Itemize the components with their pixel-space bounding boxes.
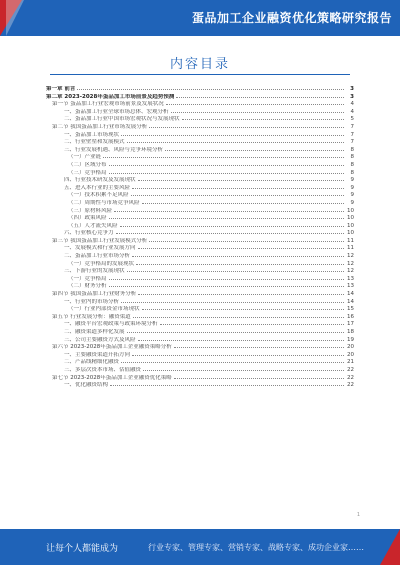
toc-entry[interactable] <box>46 319 354 327</box>
toc-entry-title: 第二节 我国蛋品加工行业市场发展分析 <box>52 123 148 130</box>
toc-entry[interactable] <box>46 228 354 236</box>
toc-entry[interactable] <box>46 198 354 206</box>
toc-leader-dots <box>149 236 344 242</box>
toc-entry-page: 21 <box>347 359 354 366</box>
toc-entry-title: 六、行业核心竞争力 <box>64 230 114 237</box>
toc-leader-dots <box>109 160 344 166</box>
toc-entry-title: （三）原材料风险 <box>68 207 113 214</box>
toc-entry[interactable] <box>46 365 354 373</box>
toc-entry[interactable] <box>46 259 354 267</box>
toc-entry[interactable] <box>46 380 354 388</box>
toc-entry[interactable] <box>46 342 354 350</box>
toc-entry-title: 一、行业内的市场分析 <box>64 298 120 305</box>
toc-entry-page: 7 <box>350 139 354 146</box>
toc-entry-title: 第六节 2023-2028年蛋品加工企业融资策略分析 <box>52 344 172 351</box>
toc-leader-dots <box>149 122 344 128</box>
toc-entry-page: 10 <box>347 207 354 214</box>
toc-entry[interactable] <box>46 327 354 335</box>
toc-entry-page: 14 <box>347 291 354 298</box>
toc-entry[interactable] <box>46 160 354 168</box>
toc-entry-title: 第一节 蛋品加工行业宏观市场前景及发展状况 <box>52 101 164 108</box>
toc-entry-page: 7 <box>350 131 354 138</box>
toc-entry-page: 13 <box>347 283 354 290</box>
toc-entry-page: 7 <box>350 123 354 130</box>
toc-leader-dots <box>171 107 344 113</box>
toc-entry-title: 三、公司主要融资方式及风险 <box>64 336 136 343</box>
toc-entry-title: （一）行业内部资金市场现状 <box>68 306 140 313</box>
toc-entry-page: 10 <box>347 215 354 222</box>
toc-leader-dots <box>109 168 344 174</box>
toc-entry[interactable] <box>46 145 354 153</box>
toc-entry-title: 三、下游行业的发展现状 <box>64 268 125 275</box>
toc-leader-dots <box>138 175 344 181</box>
toc-leader-dots <box>132 183 344 189</box>
toc-entry-page: 22 <box>347 374 354 381</box>
toc-entry-page: 13 <box>347 275 354 282</box>
toc-entry-page: 14 <box>347 298 354 305</box>
toc-entry[interactable] <box>46 266 354 274</box>
toc-entry[interactable] <box>46 213 354 221</box>
footer-red-accent <box>380 529 400 565</box>
toc-entry[interactable] <box>46 168 354 176</box>
toc-entry[interactable] <box>46 304 354 312</box>
toc-entry-title: （一）产业链 <box>68 154 102 161</box>
toc-entry-title: 第三节 我国蛋品加工行业发展模式分析 <box>52 237 148 244</box>
toc-entry-title: 一、发展模式和行业发展方向 <box>64 245 136 252</box>
toc-entry[interactable] <box>46 99 354 107</box>
toc-leader-dots <box>132 251 344 257</box>
toc-entry-page: 9 <box>350 177 354 184</box>
toc-entry-title: （三）竞争格局 <box>68 169 107 176</box>
toc-entry[interactable] <box>46 183 354 191</box>
toc-entry-page: 18 <box>347 329 354 335</box>
toc-entry-title: 一、蛋品加工行业全球市场总体、宏观分析 <box>64 108 169 115</box>
toc-entry[interactable] <box>46 289 354 297</box>
toc-leader-dots <box>136 259 344 265</box>
toc-leader-dots <box>103 152 344 158</box>
toc-leader-dots <box>121 297 344 303</box>
toc-entry-page: 8 <box>350 146 354 153</box>
toc-entry[interactable] <box>46 373 354 381</box>
toc-entry-page: 4 <box>350 108 354 115</box>
toc-entry-title: 第一章 前言 <box>46 86 76 92</box>
toc-entry-page: 22 <box>347 366 354 373</box>
toc-entry-title: （一）技术积累不足风险 <box>68 192 129 199</box>
toc-entry-title: 第五节 行业发展分析：融资渠道 <box>52 313 131 320</box>
toc-leader-dots <box>166 99 344 105</box>
toc-leader-dots <box>165 145 344 151</box>
toc-leader-dots <box>138 335 344 341</box>
toc-entry[interactable] <box>46 190 354 198</box>
page-number: 1 <box>356 512 360 518</box>
toc-leader-dots <box>127 327 344 333</box>
toc-entry-page: 8 <box>350 161 354 168</box>
toc-entry-page: 9 <box>350 199 354 206</box>
toc-entry-title: 一、主要融资渠道开拓方向 <box>64 351 131 358</box>
toc-entry-title: 二、融资渠道多样化发展 <box>64 329 125 335</box>
toc-entry-title: 二、蛋品加工行业中国市场宏观状况与发展现状 <box>64 116 180 123</box>
toc-leader-dots <box>143 365 344 371</box>
toc-entry-title: （一）竞争格局 <box>68 275 107 282</box>
toc-entry-title: 三、多层次资本市场、估值融资 <box>64 366 142 373</box>
toc-entry[interactable] <box>46 137 354 145</box>
toc-leader-dots <box>160 319 344 325</box>
toc-entry-title: 第二章 2023-2028年蛋品加工市场前景及趋势预测 <box>46 93 175 100</box>
toc-entry-page: 3 <box>350 93 354 100</box>
header-bar <box>0 0 400 36</box>
toc-entry[interactable] <box>46 335 354 343</box>
toc-leader-dots <box>174 373 344 379</box>
toc-divider <box>50 74 350 75</box>
toc-entry-title: 二、行业壁垒和发展模式 <box>64 139 125 146</box>
toc-entry-title: （二）财务分析 <box>68 283 107 290</box>
toc-entry[interactable] <box>46 130 354 138</box>
toc-entry[interactable] <box>46 251 354 259</box>
toc-leader-dots <box>127 137 344 143</box>
toc-leader-dots <box>114 206 344 212</box>
toc-entry-title: 二、蛋品加工行业市场分析 <box>64 253 131 260</box>
toc-entry-title: （四）政策风险 <box>68 215 107 222</box>
toc-entry-title: 三、行业发展机遇、风险与竞争环境分析 <box>64 146 164 153</box>
toc-entry-page: 20 <box>347 351 354 358</box>
toc-leader-dots <box>182 114 344 120</box>
toc-entry-page: 17 <box>347 321 354 328</box>
toc-leader-dots <box>110 380 344 386</box>
toc-entry-page: 9 <box>350 184 354 191</box>
toc-leader-dots <box>109 274 344 280</box>
toc-entry[interactable] <box>46 152 354 160</box>
toc-entry-page: 15 <box>347 306 354 313</box>
toc-leader-dots <box>77 84 344 90</box>
toc-entry-title: 第四节 我国蛋品加工行业财务分析 <box>52 291 137 298</box>
toc-entry-page: 4 <box>350 101 354 108</box>
toc-entry[interactable] <box>46 274 354 282</box>
toc-leader-dots <box>116 228 344 234</box>
toc-entry-title: 四、行业技术研发及发展现状 <box>64 177 136 184</box>
footer-tagline: 行业专家、管理专家、营销专家、战略专家、成功企业家…… <box>148 543 364 552</box>
toc-entry[interactable] <box>46 281 354 289</box>
toc-entry[interactable] <box>46 107 354 115</box>
toc-leader-dots <box>138 243 344 249</box>
header-light-accent <box>6 0 24 36</box>
toc-leader-dots <box>133 312 344 318</box>
toc-heading: 内容目录 <box>169 57 230 72</box>
toc-leader-dots <box>132 350 344 356</box>
toc-entry-page: 11 <box>347 237 354 244</box>
toc-leader-dots <box>109 281 344 287</box>
toc-entry-page: 10 <box>347 230 354 237</box>
toc-entry[interactable] <box>46 221 354 229</box>
toc-entry-page: 20 <box>347 344 354 351</box>
toc-leader-dots <box>176 92 344 98</box>
toc-entry-title: （一）竞争格局的发展现状 <box>68 260 135 267</box>
toc-entry-title: 一、优化融资结构 <box>64 382 109 389</box>
toc-entry-title: 二、产品线精细化融资 <box>64 359 120 366</box>
toc-entry[interactable] <box>46 312 354 320</box>
toc-entry-title: 第七节 2023-2028年蛋品加工企业融资优化策略 <box>52 374 172 381</box>
toc-entry[interactable] <box>46 350 354 358</box>
toc-entry[interactable] <box>46 84 354 92</box>
toc-leader-dots <box>120 221 344 227</box>
toc-entry-page: 9 <box>350 192 354 199</box>
toc-entry-page: 5 <box>350 116 354 123</box>
toc-entry[interactable] <box>46 297 354 305</box>
toc-leader-dots <box>131 190 344 196</box>
toc-leader-dots <box>109 213 344 219</box>
toc-entry[interactable] <box>46 243 354 251</box>
table-of-contents <box>46 84 354 388</box>
toc-entry[interactable] <box>46 236 354 244</box>
toc-entry-page: 10 <box>347 222 354 229</box>
toc-entry[interactable] <box>46 357 354 365</box>
toc-entry-title: （二）区域分布 <box>68 161 107 168</box>
toc-entry-page: 8 <box>350 154 354 161</box>
toc-entry[interactable] <box>46 114 354 122</box>
toc-entry[interactable] <box>46 206 354 214</box>
toc-entry-page: 16 <box>347 313 354 320</box>
toc-entry[interactable] <box>46 122 354 130</box>
footer-slogan: 让每个人都能成为 <box>46 544 119 554</box>
toc-entry-title: 一、融资平台宏观政策与政策环境分析 <box>64 321 158 328</box>
toc-entry-title: 一、蛋品加工市场现状 <box>64 131 120 138</box>
toc-entry-page: 8 <box>350 169 354 176</box>
toc-entry[interactable] <box>46 92 354 100</box>
toc-leader-dots <box>174 342 344 348</box>
toc-entry-title: （二）周期性与市场竞争风险 <box>68 199 140 206</box>
toc-entry-page: 12 <box>347 260 354 267</box>
toc-leader-dots <box>138 289 344 295</box>
toc-entry-page: 12 <box>347 253 354 260</box>
toc-leader-dots <box>121 357 344 363</box>
report-title: 蛋品加工企业融资优化策略研究报告 <box>191 11 392 25</box>
toc-entry[interactable] <box>46 175 354 183</box>
toc-entry-page: 3 <box>350 86 354 92</box>
toc-leader-dots <box>127 266 344 272</box>
toc-entry-page: 19 <box>347 336 354 343</box>
toc-leader-dots <box>142 198 344 204</box>
toc-leader-dots <box>121 130 344 136</box>
toc-leader-dots <box>142 304 344 310</box>
toc-entry-title: 五、进入本行业的主要风险 <box>64 184 131 191</box>
toc-entry-page: 12 <box>347 268 354 275</box>
toc-entry-page: 22 <box>347 382 354 389</box>
toc-entry-title: （五）人才流失风险 <box>68 222 118 229</box>
toc-entry-page: 11 <box>347 245 354 252</box>
footer-bar <box>0 529 400 565</box>
